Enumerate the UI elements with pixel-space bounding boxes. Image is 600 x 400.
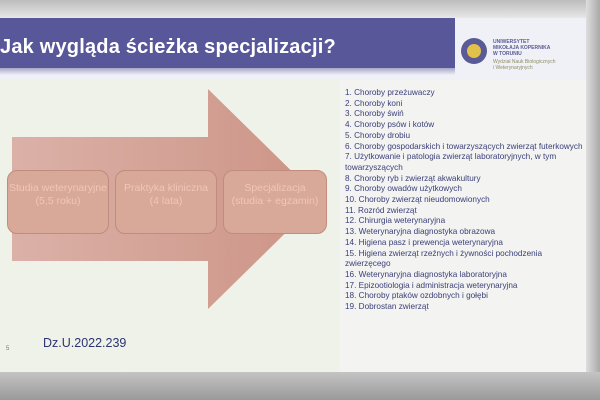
step-practice-duration: (4 lata) — [149, 195, 183, 207]
list-item: 7. Użytkowanie i patologia zwierząt laboratoryjnych, w tym towarzyszących — [345, 152, 557, 172]
step-clinical-practice — [115, 170, 217, 234]
list-item: 10. Choroby zwierząt nieudomowionych — [345, 195, 490, 205]
step-practice-label: Praktyka kliniczna — [123, 182, 209, 194]
list-item: 4. Choroby psów i kotów — [345, 120, 435, 130]
list-item: 18. Choroby ptaków ozdobnych i gołębi — [345, 291, 488, 301]
list-item: 13. Weterynaryjna diagnostyka obrazowa — [345, 227, 496, 237]
university-emblem-icon — [461, 38, 487, 64]
list-item: 6. Choroby gospodarskich i towarzyszących zwierząt futerkowych — [345, 141, 583, 151]
list-item: 16. Weterynaryjna diagnostyka laboratoryjna — [345, 269, 507, 279]
logo-line-4: Wydział Nauk Biologicznych — [493, 59, 556, 65]
slide-number: 5 — [6, 346, 10, 352]
list-item: 8. Choroby ryb i zwierząt akwakultury — [345, 173, 481, 183]
list-item: 15. Higiena zwierząt rzeźnych i żywności pochodzenia zwierzęcego — [345, 248, 543, 269]
legal-reference: Dz.U.2022.239 — [43, 336, 127, 350]
list-item: 1. Choroby przeżuwaczy — [345, 88, 435, 97]
list-item: 14. Higiena pasz i prewencja weterynaryjna — [345, 237, 503, 247]
step-studies-label: Studia weterynaryjne — [8, 182, 108, 194]
logo-line-1: UNIWERSYTET — [493, 39, 530, 45]
title-bar — [0, 18, 588, 80]
logo-line-2: MIKOŁAJA KOPERNIKA — [493, 45, 551, 51]
list-item: 19. Dobrostan zwierząt — [345, 302, 429, 312]
list-item: 12. Chirurgia weterynaryjna — [345, 216, 446, 226]
logo-line-5: i Weterynaryjnych — [493, 65, 533, 71]
slide-title: Jak wygląda ścieżka specjalizacji? — [0, 36, 336, 58]
list-item: 11. Rozród zwierząt — [345, 205, 417, 215]
title-shadow — [0, 68, 455, 75]
step-specialization-details: (studia + egzamin) — [231, 195, 319, 207]
university-logo — [461, 38, 581, 90]
step-studies — [7, 170, 109, 234]
step-specialization — [223, 170, 327, 234]
projection-top-edge — [0, 0, 600, 18]
list-item: 17. Epizootiologia i administracja weterynaryjna — [345, 280, 518, 290]
projection-bottom-edge — [0, 372, 600, 400]
logo-line-3: W TORUNIU — [493, 51, 522, 57]
presentation-slide — [0, 18, 588, 372]
list-item: 5. Choroby drobiu — [345, 130, 411, 140]
step-specialization-label: Specjalizacja — [244, 182, 306, 194]
projection-right-edge — [586, 0, 600, 400]
step-studies-duration: (5,5 roku) — [35, 195, 81, 207]
list-item: 3. Choroby świń — [345, 109, 404, 119]
list-item: 2. Choroby koni — [345, 98, 403, 108]
list-item: 9. Choroby owadów użytkowych — [345, 184, 462, 194]
specialization-list — [345, 88, 585, 313]
